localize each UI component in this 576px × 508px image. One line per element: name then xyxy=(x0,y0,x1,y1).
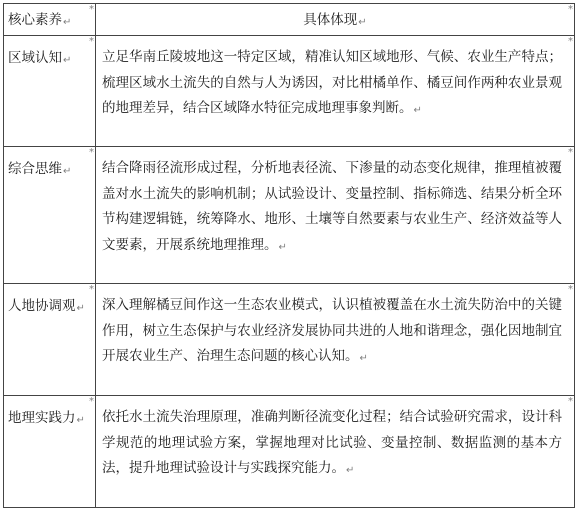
literacy-cell xyxy=(4,284,96,396)
header-cell-detail xyxy=(96,4,575,36)
literacy-cell xyxy=(4,147,96,284)
paragraph-mark: ↵ xyxy=(63,55,72,66)
paragraph-mark: ↵ xyxy=(63,166,72,177)
header-detail-label: 具体体现 xyxy=(303,11,358,28)
paragraph-mark: ↵ xyxy=(76,303,85,314)
literacy-name: 人地协调观 xyxy=(8,298,76,314)
literacy-name: 地理实践力 xyxy=(8,410,76,426)
detail-cell xyxy=(96,36,575,147)
cell-end-mark: * xyxy=(89,147,94,158)
detail-cell xyxy=(96,147,575,284)
literacy-cell xyxy=(4,36,96,147)
cell-end-mark: * xyxy=(568,147,573,158)
paragraph-mark: ↵ xyxy=(359,353,368,364)
literacy-detail: 结合降雨径流形成过程，分析地表径流、下渗量的动态变化规律，推理植被覆盖对水土流失的影响机制；从试验设计、变量控制、指标筛选、结果分析全环节构建逻辑链，统筹降水、地形、土壤等自然要素与农业生产、经济效益等人文要素，开展系统地理推理。 xyxy=(102,160,562,253)
header-literacy-label: 核心素养 xyxy=(8,11,62,28)
paragraph-mark: ↵ xyxy=(346,465,355,476)
cell-end-mark: * xyxy=(568,396,573,407)
cell-end-mark: * xyxy=(89,4,94,15)
paragraph-mark: ↵ xyxy=(278,241,287,253)
detail-cell xyxy=(96,284,575,396)
detail-cell xyxy=(96,396,575,508)
paragraph-mark: ↵ xyxy=(76,415,85,426)
paragraph-mark: ↵ xyxy=(358,16,367,28)
table-row xyxy=(4,147,575,284)
literacy-name: 区域认知 xyxy=(8,50,62,66)
literacy-detail: 立足华南丘陵坡地这一特定区域，精准认知区域地形、气候、农业生产特点；梳理区域水土流失的自然与人为诱因，对比柑橘单作、橘豆间作两种农业景观的地理差异，结合区域降水特征完成地理事象判断。 xyxy=(102,49,562,116)
cell-end-mark: * xyxy=(568,284,573,295)
paragraph-mark: ↵ xyxy=(63,16,72,28)
literacy-cell xyxy=(4,396,96,508)
cell-end-mark: * xyxy=(568,4,573,15)
table-header-row xyxy=(4,4,575,36)
cell-end-mark: * xyxy=(89,396,94,407)
literacy-name: 综合思维 xyxy=(8,161,62,177)
header-cell-literacy xyxy=(4,4,96,36)
literacy-detail: 深入理解橘豆间作这一生态农业模式，认识植被覆盖在水土流失防治中的关键作用，树立生态保护与农业经济发展协同共进的人地和谐理念，强化因地制宜开展农业生产、治理生态问题的核心认知。 xyxy=(102,297,562,364)
paragraph-mark: ↵ xyxy=(413,105,422,116)
literacy-detail: 依托水土流失治理原理，准确判断径流变化过程；结合试验研究需求，设计科学规范的地理试验方案，掌握地理对比试验、变量控制、数据监测的基本方法，提升地理试验设计与实践探究能力。 xyxy=(102,409,562,476)
table-row xyxy=(4,36,575,147)
cell-end-mark: * xyxy=(568,36,573,47)
cell-end-mark: * xyxy=(89,284,94,295)
literacy-table xyxy=(3,3,575,508)
cell-end-mark: * xyxy=(89,36,94,47)
table-row xyxy=(4,396,575,508)
table-row xyxy=(4,284,575,396)
